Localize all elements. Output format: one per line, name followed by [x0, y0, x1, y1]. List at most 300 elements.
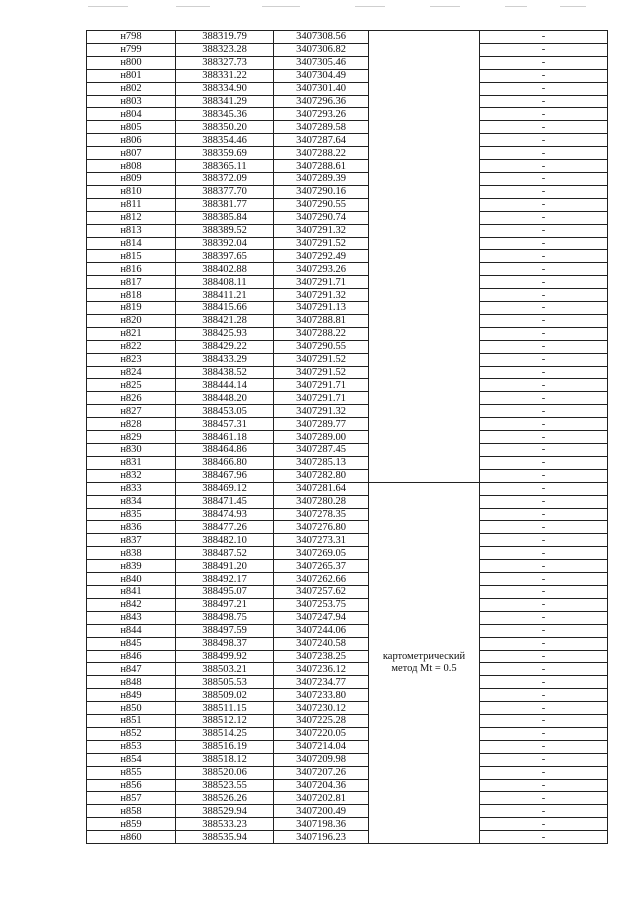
point-name-cell: н844 [87, 624, 176, 637]
description-cell: - [480, 792, 608, 805]
y-coordinate-cell: 3407247.94 [274, 611, 369, 624]
method-cell: картометрический метод Mt = 0.5 [369, 482, 480, 843]
point-name-cell: н845 [87, 637, 176, 650]
coordinates-table [86, 30, 608, 844]
table-row [87, 108, 608, 121]
description-cell: - [480, 727, 608, 740]
point-name-cell: н852 [87, 727, 176, 740]
point-name-cell: н801 [87, 69, 176, 82]
description-cell: - [480, 224, 608, 237]
y-coordinate-cell: 3407198.36 [274, 818, 369, 831]
description-cell: - [480, 43, 608, 56]
point-name-cell: н835 [87, 508, 176, 521]
y-coordinate-cell: 3407280.28 [274, 495, 369, 508]
table-row [87, 276, 608, 289]
table-row [87, 224, 608, 237]
point-name-cell: н843 [87, 611, 176, 624]
description-cell: - [480, 211, 608, 224]
y-coordinate-cell: 3407291.13 [274, 302, 369, 315]
x-coordinate-cell: 388429.22 [176, 340, 274, 353]
y-coordinate-cell: 3407293.26 [274, 263, 369, 276]
table-row [87, 715, 608, 728]
x-coordinate-cell: 388415.66 [176, 302, 274, 315]
point-name-cell: н846 [87, 650, 176, 663]
y-coordinate-cell: 3407288.22 [274, 147, 369, 160]
y-coordinate-cell: 3407291.32 [274, 289, 369, 302]
y-coordinate-cell: 3407290.74 [274, 211, 369, 224]
point-name-cell: н853 [87, 740, 176, 753]
point-name-cell: н805 [87, 121, 176, 134]
description-cell: - [480, 185, 608, 198]
description-cell: - [480, 160, 608, 173]
x-coordinate-cell: 388392.04 [176, 237, 274, 250]
y-coordinate-cell: 3407244.06 [274, 624, 369, 637]
point-name-cell: н798 [87, 31, 176, 44]
x-coordinate-cell: 388444.14 [176, 379, 274, 392]
x-coordinate-cell: 388477.26 [176, 521, 274, 534]
description-cell: - [480, 340, 608, 353]
point-name-cell: н830 [87, 444, 176, 457]
y-coordinate-cell: 3407196.23 [274, 831, 369, 844]
table-row [87, 121, 608, 134]
y-coordinate-cell: 3407240.58 [274, 637, 369, 650]
y-coordinate-cell: 3407282.80 [274, 469, 369, 482]
description-cell: - [480, 702, 608, 715]
table-row [87, 314, 608, 327]
point-name-cell: н849 [87, 689, 176, 702]
x-coordinate-cell: 388425.93 [176, 327, 274, 340]
x-coordinate-cell: 388359.69 [176, 147, 274, 160]
point-name-cell: н859 [87, 818, 176, 831]
x-coordinate-cell: 388511.15 [176, 702, 274, 715]
x-coordinate-cell: 388520.06 [176, 766, 274, 779]
description-cell: - [480, 676, 608, 689]
point-name-cell: н826 [87, 392, 176, 405]
table-row [87, 560, 608, 573]
table-row [87, 340, 608, 353]
y-coordinate-cell: 3407209.98 [274, 753, 369, 766]
x-coordinate-cell: 388350.20 [176, 121, 274, 134]
y-coordinate-cell: 3407306.82 [274, 43, 369, 56]
y-coordinate-cell: 3407291.52 [274, 353, 369, 366]
y-coordinate-cell: 3407291.71 [274, 276, 369, 289]
point-name-cell: н817 [87, 276, 176, 289]
x-coordinate-cell: 388497.21 [176, 598, 274, 611]
point-name-cell: н827 [87, 405, 176, 418]
table-row [87, 95, 608, 108]
point-name-cell: н820 [87, 314, 176, 327]
y-coordinate-cell: 3407305.46 [274, 56, 369, 69]
description-cell: - [480, 263, 608, 276]
x-coordinate-cell: 388487.52 [176, 547, 274, 560]
description-cell: - [480, 366, 608, 379]
point-name-cell: н851 [87, 715, 176, 728]
y-coordinate-cell: 3407285.13 [274, 456, 369, 469]
table-row [87, 495, 608, 508]
point-name-cell: н838 [87, 547, 176, 560]
point-name-cell: н800 [87, 56, 176, 69]
x-coordinate-cell: 388526.26 [176, 792, 274, 805]
y-coordinate-cell: 3407262.66 [274, 573, 369, 586]
point-name-cell: н856 [87, 779, 176, 792]
x-coordinate-cell: 388533.23 [176, 818, 274, 831]
table-row [87, 160, 608, 173]
table-row [87, 366, 608, 379]
point-name-cell: н819 [87, 302, 176, 315]
x-coordinate-cell: 388469.12 [176, 482, 274, 495]
table-row [87, 611, 608, 624]
y-coordinate-cell: 3407281.64 [274, 482, 369, 495]
y-coordinate-cell: 3407269.05 [274, 547, 369, 560]
description-cell: - [480, 314, 608, 327]
y-coordinate-cell: 3407289.58 [274, 121, 369, 134]
point-name-cell: н841 [87, 585, 176, 598]
y-coordinate-cell: 3407296.36 [274, 95, 369, 108]
x-coordinate-cell: 388327.73 [176, 56, 274, 69]
table-row [87, 392, 608, 405]
description-cell: - [480, 172, 608, 185]
x-coordinate-cell: 388365.11 [176, 160, 274, 173]
y-coordinate-cell: 3407290.55 [274, 198, 369, 211]
y-coordinate-cell: 3407291.32 [274, 405, 369, 418]
x-coordinate-cell: 388498.75 [176, 611, 274, 624]
table-row [87, 56, 608, 69]
x-coordinate-cell: 388505.53 [176, 676, 274, 689]
table-row [87, 702, 608, 715]
x-coordinate-cell: 388516.19 [176, 740, 274, 753]
x-coordinate-cell: 388319.79 [176, 31, 274, 44]
point-name-cell: н811 [87, 198, 176, 211]
description-cell: - [480, 573, 608, 586]
y-coordinate-cell: 3407253.75 [274, 598, 369, 611]
x-coordinate-cell: 388331.22 [176, 69, 274, 82]
point-name-cell: н836 [87, 521, 176, 534]
table-row [87, 534, 608, 547]
x-coordinate-cell: 388535.94 [176, 831, 274, 844]
table-row [87, 327, 608, 340]
description-cell: - [480, 611, 608, 624]
table-row [87, 779, 608, 792]
description-cell: - [480, 276, 608, 289]
y-coordinate-cell: 3407291.71 [274, 392, 369, 405]
description-cell: - [480, 624, 608, 637]
table-row [87, 444, 608, 457]
table-row [87, 379, 608, 392]
point-name-cell: н807 [87, 147, 176, 160]
x-coordinate-cell: 388471.45 [176, 495, 274, 508]
description-cell: - [480, 431, 608, 444]
x-coordinate-cell: 388498.37 [176, 637, 274, 650]
scan-edge-marks [0, 0, 640, 14]
table-row [87, 547, 608, 560]
table-row [87, 585, 608, 598]
table-row [87, 598, 608, 611]
description-cell: - [480, 779, 608, 792]
table-row [87, 147, 608, 160]
x-coordinate-cell: 388408.11 [176, 276, 274, 289]
table-row [87, 508, 608, 521]
description-cell: - [480, 302, 608, 315]
description-cell: - [480, 689, 608, 702]
point-name-cell: н855 [87, 766, 176, 779]
point-name-cell: н822 [87, 340, 176, 353]
x-coordinate-cell: 388448.20 [176, 392, 274, 405]
table-row [87, 456, 608, 469]
y-coordinate-cell: 3407273.31 [274, 534, 369, 547]
table-row [87, 263, 608, 276]
point-name-cell: н816 [87, 263, 176, 276]
table-row [87, 650, 608, 663]
table-row [87, 185, 608, 198]
x-coordinate-cell: 388518.12 [176, 753, 274, 766]
y-coordinate-cell: 3407291.71 [274, 379, 369, 392]
table-row [87, 818, 608, 831]
point-name-cell: н847 [87, 663, 176, 676]
description-cell: - [480, 353, 608, 366]
y-coordinate-cell: 3407287.45 [274, 444, 369, 457]
description-cell: - [480, 444, 608, 457]
description-cell: - [480, 379, 608, 392]
x-coordinate-cell: 388438.52 [176, 366, 274, 379]
description-cell: - [480, 121, 608, 134]
x-coordinate-cell: 388341.29 [176, 95, 274, 108]
table-row [87, 676, 608, 689]
y-coordinate-cell: 3407289.00 [274, 431, 369, 444]
y-coordinate-cell: 3407288.61 [274, 160, 369, 173]
point-name-cell: н828 [87, 418, 176, 431]
x-coordinate-cell: 388499.92 [176, 650, 274, 663]
point-name-cell: н818 [87, 289, 176, 302]
x-coordinate-cell: 388397.65 [176, 250, 274, 263]
table-row [87, 663, 608, 676]
y-coordinate-cell: 3407289.77 [274, 418, 369, 431]
description-cell: - [480, 805, 608, 818]
point-name-cell: н824 [87, 366, 176, 379]
point-name-cell: н810 [87, 185, 176, 198]
point-name-cell: н812 [87, 211, 176, 224]
description-cell: - [480, 753, 608, 766]
table-row [87, 31, 608, 44]
description-cell: - [480, 31, 608, 44]
table-row [87, 198, 608, 211]
description-cell: - [480, 637, 608, 650]
y-coordinate-cell: 3407265.37 [274, 560, 369, 573]
table-row [87, 289, 608, 302]
description-cell: - [480, 198, 608, 211]
y-coordinate-cell: 3407276.80 [274, 521, 369, 534]
y-coordinate-cell: 3407292.49 [274, 250, 369, 263]
description-cell: - [480, 95, 608, 108]
description-cell: - [480, 418, 608, 431]
table-row [87, 211, 608, 224]
point-name-cell: н804 [87, 108, 176, 121]
y-coordinate-cell: 3407278.35 [274, 508, 369, 521]
description-cell: - [480, 456, 608, 469]
x-coordinate-cell: 388529.94 [176, 805, 274, 818]
point-name-cell: н814 [87, 237, 176, 250]
point-name-cell: н799 [87, 43, 176, 56]
x-coordinate-cell: 388402.88 [176, 263, 274, 276]
point-name-cell: н823 [87, 353, 176, 366]
point-name-cell: н813 [87, 224, 176, 237]
table-row [87, 753, 608, 766]
y-coordinate-cell: 3407288.22 [274, 327, 369, 340]
point-name-cell: н808 [87, 160, 176, 173]
y-coordinate-cell: 3407234.77 [274, 676, 369, 689]
point-name-cell: н837 [87, 534, 176, 547]
x-coordinate-cell: 388411.21 [176, 289, 274, 302]
point-name-cell: н831 [87, 456, 176, 469]
x-coordinate-cell: 388467.96 [176, 469, 274, 482]
y-coordinate-cell: 3407291.52 [274, 366, 369, 379]
description-cell: - [480, 56, 608, 69]
x-coordinate-cell: 388453.05 [176, 405, 274, 418]
y-coordinate-cell: 3407291.52 [274, 237, 369, 250]
x-coordinate-cell: 388377.70 [176, 185, 274, 198]
x-coordinate-cell: 388389.52 [176, 224, 274, 237]
table-row [87, 43, 608, 56]
y-coordinate-cell: 3407238.25 [274, 650, 369, 663]
table-row [87, 69, 608, 82]
table-row [87, 766, 608, 779]
table-row [87, 792, 608, 805]
description-cell: - [480, 250, 608, 263]
description-cell: - [480, 585, 608, 598]
table-row [87, 418, 608, 431]
description-cell: - [480, 147, 608, 160]
point-name-cell: н850 [87, 702, 176, 715]
x-coordinate-cell: 388457.31 [176, 418, 274, 431]
y-coordinate-cell: 3407308.56 [274, 31, 369, 44]
y-coordinate-cell: 3407236.12 [274, 663, 369, 676]
table-row [87, 405, 608, 418]
point-name-cell: н815 [87, 250, 176, 263]
description-cell: - [480, 82, 608, 95]
y-coordinate-cell: 3407257.62 [274, 585, 369, 598]
description-cell: - [480, 766, 608, 779]
point-name-cell: н803 [87, 95, 176, 108]
y-coordinate-cell: 3407214.04 [274, 740, 369, 753]
table-row [87, 482, 608, 495]
description-cell: - [480, 818, 608, 831]
description-cell: - [480, 392, 608, 405]
y-coordinate-cell: 3407287.64 [274, 134, 369, 147]
x-coordinate-cell: 388461.18 [176, 431, 274, 444]
point-name-cell: н829 [87, 431, 176, 444]
table-row [87, 250, 608, 263]
description-cell: - [480, 405, 608, 418]
x-coordinate-cell: 388492.17 [176, 573, 274, 586]
y-coordinate-cell: 3407304.49 [274, 69, 369, 82]
table-row [87, 740, 608, 753]
x-coordinate-cell: 388466.80 [176, 456, 274, 469]
table-row [87, 469, 608, 482]
y-coordinate-cell: 3407293.26 [274, 108, 369, 121]
x-coordinate-cell: 388491.20 [176, 560, 274, 573]
description-cell: - [480, 534, 608, 547]
table-row [87, 172, 608, 185]
table-row [87, 521, 608, 534]
point-name-cell: н806 [87, 134, 176, 147]
table-row [87, 237, 608, 250]
description-cell: - [480, 663, 608, 676]
x-coordinate-cell: 388523.55 [176, 779, 274, 792]
point-name-cell: н802 [87, 82, 176, 95]
x-coordinate-cell: 388421.28 [176, 314, 274, 327]
table-row [87, 689, 608, 702]
point-name-cell: н860 [87, 831, 176, 844]
description-cell: - [480, 521, 608, 534]
point-name-cell: н825 [87, 379, 176, 392]
table-row [87, 431, 608, 444]
table-row [87, 302, 608, 315]
x-coordinate-cell: 388482.10 [176, 534, 274, 547]
y-coordinate-cell: 3407225.28 [274, 715, 369, 728]
table-row [87, 353, 608, 366]
y-coordinate-cell: 3407200.49 [274, 805, 369, 818]
x-coordinate-cell: 388345.36 [176, 108, 274, 121]
description-cell: - [480, 831, 608, 844]
point-name-cell: н833 [87, 482, 176, 495]
y-coordinate-cell: 3407290.16 [274, 185, 369, 198]
y-coordinate-cell: 3407220.05 [274, 727, 369, 740]
description-cell: - [480, 69, 608, 82]
x-coordinate-cell: 388509.02 [176, 689, 274, 702]
point-name-cell: н858 [87, 805, 176, 818]
table-row [87, 727, 608, 740]
point-name-cell: н840 [87, 573, 176, 586]
x-coordinate-cell: 388495.07 [176, 585, 274, 598]
x-coordinate-cell: 388464.86 [176, 444, 274, 457]
point-name-cell: н839 [87, 560, 176, 573]
x-coordinate-cell: 388514.25 [176, 727, 274, 740]
point-name-cell: н857 [87, 792, 176, 805]
description-cell: - [480, 469, 608, 482]
description-cell: - [480, 715, 608, 728]
table-row [87, 82, 608, 95]
description-cell: - [480, 650, 608, 663]
point-name-cell: н821 [87, 327, 176, 340]
x-coordinate-cell: 388474.93 [176, 508, 274, 521]
x-coordinate-cell: 388385.84 [176, 211, 274, 224]
x-coordinate-cell: 388334.90 [176, 82, 274, 95]
description-cell: - [480, 108, 608, 121]
description-cell: - [480, 508, 608, 521]
coordinates-table-body [87, 31, 608, 844]
y-coordinate-cell: 3407301.40 [274, 82, 369, 95]
x-coordinate-cell: 388323.28 [176, 43, 274, 56]
y-coordinate-cell: 3407290.55 [274, 340, 369, 353]
description-cell: - [480, 740, 608, 753]
table-row [87, 831, 608, 844]
description-cell: - [480, 482, 608, 495]
description-cell: - [480, 495, 608, 508]
x-coordinate-cell: 388372.09 [176, 172, 274, 185]
point-name-cell: н842 [87, 598, 176, 611]
y-coordinate-cell: 3407230.12 [274, 702, 369, 715]
point-name-cell: н848 [87, 676, 176, 689]
table-row [87, 637, 608, 650]
description-cell: - [480, 560, 608, 573]
point-name-cell: н854 [87, 753, 176, 766]
description-cell: - [480, 547, 608, 560]
point-name-cell: н832 [87, 469, 176, 482]
x-coordinate-cell: 388381.77 [176, 198, 274, 211]
point-name-cell: н809 [87, 172, 176, 185]
method-cell [369, 31, 480, 483]
x-coordinate-cell: 388354.46 [176, 134, 274, 147]
x-coordinate-cell: 388512.12 [176, 715, 274, 728]
